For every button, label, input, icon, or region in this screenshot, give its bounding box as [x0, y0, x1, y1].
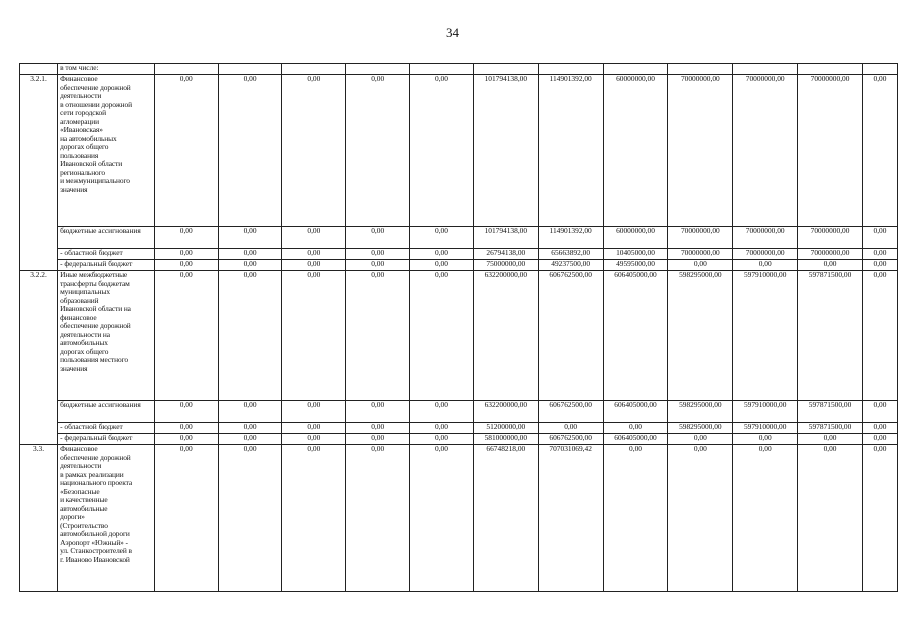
- value-cell: 606405000,00: [603, 434, 668, 445]
- value-cell: 0,00: [346, 249, 410, 260]
- item-number: 3.2.2.: [20, 271, 58, 445]
- value-cell: 0,00: [346, 445, 410, 592]
- value-cell: 0,00: [410, 260, 474, 271]
- budget-table: [19, 63, 898, 592]
- value-cell: 0,00: [410, 401, 474, 423]
- value-cell: 0,00: [346, 423, 410, 434]
- value-cell: 0,00: [154, 401, 218, 423]
- value-cell: 0,00: [282, 423, 346, 434]
- table-row-including: [20, 64, 898, 75]
- value-cell: 70000000,00: [733, 75, 798, 227]
- value-cell: 0,00: [218, 75, 282, 227]
- value-cell: 70000000,00: [668, 249, 733, 260]
- value-cell: 0,00: [282, 227, 346, 249]
- value-cell: 0,00: [346, 401, 410, 423]
- value-cell: 597910000,00: [733, 401, 798, 423]
- value-cell: 0,00: [154, 434, 218, 445]
- value-cell: 66748218,00: [473, 445, 538, 592]
- value-cell: 0,00: [862, 75, 897, 227]
- value-cell: 0,00: [154, 227, 218, 249]
- value-cell: 0,00: [410, 434, 474, 445]
- row-label: - областной бюджет: [58, 249, 155, 260]
- row-label: - областной бюджет: [58, 423, 155, 434]
- value-cell: 10405000,00: [603, 249, 668, 260]
- value-cell: 70000000,00: [733, 249, 798, 260]
- value-cell: 0,00: [733, 445, 798, 592]
- value-cell: 0,00: [410, 271, 474, 401]
- value-cell: 70000000,00: [798, 249, 863, 260]
- row-label: бюджетные ассигнования: [58, 227, 155, 249]
- value-cell: 0,00: [862, 227, 897, 249]
- value-cell: 632200000,00: [473, 271, 538, 401]
- value-cell: 597871500,00: [798, 423, 863, 434]
- value-cell: 70000000,00: [668, 75, 733, 227]
- value-cell: 0,00: [282, 260, 346, 271]
- row-label: - федеральный бюджет: [58, 260, 155, 271]
- value-cell: 0,00: [862, 260, 897, 271]
- value-cell: 0,00: [346, 227, 410, 249]
- value-cell: 0,00: [282, 445, 346, 592]
- value-cell: 75000000,00: [473, 260, 538, 271]
- table-row: [20, 423, 898, 434]
- value-cell: 0,00: [218, 227, 282, 249]
- value-cell: 0,00: [218, 445, 282, 592]
- value-cell: 0,00: [668, 434, 733, 445]
- value-cell: 606762500,00: [538, 401, 603, 423]
- item-title: Финансовое обеспечение дорожной деятельности в отношении дорожной сети городской агломерации «Ивановская» на автомобильных дорогах общего пользования Ивановской области регионального и межмуниципального значения: [58, 75, 155, 227]
- value-cell: 0,00: [668, 445, 733, 592]
- value-cell: 0,00: [798, 445, 863, 592]
- value-cell: 114901392,00: [538, 227, 603, 249]
- value-cell: 707031069,42: [538, 445, 603, 592]
- value-cell: 0,00: [218, 434, 282, 445]
- value-cell: 0,00: [668, 260, 733, 271]
- value-cell: 0,00: [862, 249, 897, 260]
- value-cell: 0,00: [218, 401, 282, 423]
- table-row: [20, 249, 898, 260]
- table-row: [20, 401, 898, 423]
- value-cell: 0,00: [346, 271, 410, 401]
- value-cell: 65663892,00: [538, 249, 603, 260]
- table-body: [20, 64, 898, 592]
- value-cell: 51200000,00: [473, 423, 538, 434]
- item-title: Иные межбюджетные трансферты бюджетам муниципальных образований Ивановской области на финансовое обеспечение дорожной деятельности на автомобильных дорогах общего пользования местного значения: [58, 271, 155, 401]
- value-cell: 606405000,00: [603, 401, 668, 423]
- value-cell: 0,00: [410, 227, 474, 249]
- table-row: [20, 445, 898, 592]
- value-cell: 0,00: [154, 423, 218, 434]
- value-cell: 598295000,00: [668, 423, 733, 434]
- value-cell: 598295000,00: [668, 271, 733, 401]
- table-row: [20, 260, 898, 271]
- table-row: [20, 75, 898, 227]
- item-number: 3.3.: [20, 445, 58, 592]
- table-row: [20, 434, 898, 445]
- value-cell: 49237500,00: [538, 260, 603, 271]
- page-number: 34: [446, 25, 459, 40]
- value-cell: 0,00: [154, 271, 218, 401]
- value-cell: 0,00: [603, 423, 668, 434]
- value-cell: 0,00: [862, 423, 897, 434]
- value-cell: 101794138,00: [473, 227, 538, 249]
- value-cell: 0,00: [410, 423, 474, 434]
- value-cell: 0,00: [410, 445, 474, 592]
- item-number: 3.2.1.: [20, 75, 58, 271]
- table-row: [20, 271, 898, 401]
- value-cell: 114901392,00: [538, 75, 603, 227]
- value-cell: 70000000,00: [798, 227, 863, 249]
- value-cell: 0,00: [346, 75, 410, 227]
- value-cell: 70000000,00: [733, 227, 798, 249]
- value-cell: 0,00: [603, 445, 668, 592]
- value-cell: 632200000,00: [473, 401, 538, 423]
- value-cell: 606405000,00: [603, 271, 668, 401]
- value-cell: 70000000,00: [798, 75, 863, 227]
- row-label: бюджетные ассигнования: [58, 401, 155, 423]
- value-cell: 597871500,00: [798, 271, 863, 401]
- value-cell: 0,00: [282, 75, 346, 227]
- value-cell: 0,00: [410, 75, 474, 227]
- value-cell: 598295000,00: [668, 401, 733, 423]
- value-cell: 0,00: [282, 271, 346, 401]
- value-cell: 0,00: [346, 434, 410, 445]
- value-cell: 0,00: [218, 271, 282, 401]
- value-cell: 0,00: [282, 401, 346, 423]
- value-cell: 0,00: [733, 434, 798, 445]
- including-label: в том числе:: [58, 64, 155, 75]
- value-cell: 606762500,00: [538, 271, 603, 401]
- value-cell: 101794138,00: [473, 75, 538, 227]
- value-cell: 0,00: [282, 434, 346, 445]
- value-cell: 60000000,00: [603, 75, 668, 227]
- value-cell: 0,00: [862, 271, 897, 401]
- value-cell: 597910000,00: [733, 423, 798, 434]
- value-cell: 0,00: [154, 445, 218, 592]
- value-cell: 0,00: [798, 260, 863, 271]
- value-cell: 597871500,00: [798, 401, 863, 423]
- value-cell: 0,00: [798, 434, 863, 445]
- value-cell: 60000000,00: [603, 227, 668, 249]
- value-cell: 0,00: [218, 249, 282, 260]
- value-cell: 606762500,00: [538, 434, 603, 445]
- value-cell: 0,00: [346, 260, 410, 271]
- row-label: - федеральный бюджет: [58, 434, 155, 445]
- value-cell: 0,00: [862, 445, 897, 592]
- value-cell: 0,00: [154, 75, 218, 227]
- budget-table-container: [19, 63, 898, 592]
- value-cell: 0,00: [538, 423, 603, 434]
- value-cell: 26794138,00: [473, 249, 538, 260]
- value-cell: 0,00: [862, 434, 897, 445]
- value-cell: 0,00: [154, 249, 218, 260]
- value-cell: 581000000,00: [473, 434, 538, 445]
- value-cell: 0,00: [733, 260, 798, 271]
- value-cell: 0,00: [154, 260, 218, 271]
- value-cell: 0,00: [218, 260, 282, 271]
- cell-num: [20, 64, 58, 75]
- value-cell: 70000000,00: [668, 227, 733, 249]
- table-row: [20, 227, 898, 249]
- item-title: Финансовое обеспечение дорожной деятельности в рамках реализации национального проекта «Безопасные и качественные автомобильные дороги» (Строительство автомобильной дороги Аэропорт «Южный» - ул. Станкостроителей в г. Иваново Ивановской: [58, 445, 155, 592]
- value-cell: 0,00: [218, 423, 282, 434]
- value-cell: 597910000,00: [733, 271, 798, 401]
- value-cell: 0,00: [282, 249, 346, 260]
- value-cell: 0,00: [862, 401, 897, 423]
- value-cell: 49595000,00: [603, 260, 668, 271]
- value-cell: 0,00: [410, 249, 474, 260]
